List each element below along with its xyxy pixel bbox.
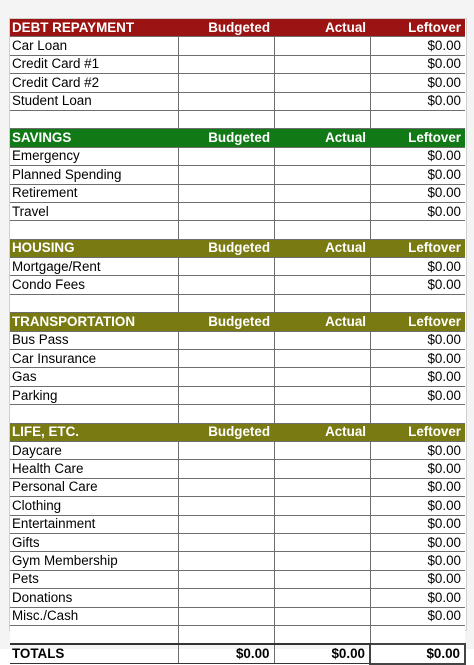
leftover-cell[interactable]: $0.00 xyxy=(370,570,465,588)
spacer-cell[interactable] xyxy=(370,294,465,312)
spacer-row xyxy=(10,625,465,644)
table-row xyxy=(10,552,465,570)
row-label[interactable]: Mortgage/Rent xyxy=(10,258,178,276)
budgeted-cell[interactable] xyxy=(178,55,274,73)
spacer-cell[interactable] xyxy=(178,625,274,644)
actual-cell[interactable] xyxy=(274,570,370,588)
leftover-cell[interactable]: $0.00 xyxy=(370,533,465,551)
row-label[interactable]: Health Care xyxy=(10,460,178,478)
actual-cell[interactable] xyxy=(274,589,370,607)
total-leftover[interactable]: $0.00 xyxy=(370,644,465,663)
table-row xyxy=(10,276,465,294)
budgeted-cell[interactable] xyxy=(178,552,274,570)
actual-cell[interactable] xyxy=(274,607,370,625)
table-row xyxy=(10,147,465,165)
leftover-cell[interactable]: $0.00 xyxy=(370,552,465,570)
leftover-cell[interactable]: $0.00 xyxy=(370,55,465,73)
actual-cell[interactable] xyxy=(274,202,370,220)
row-label[interactable]: Car Loan xyxy=(10,37,178,55)
leftover-cell[interactable]: $0.00 xyxy=(370,478,465,496)
budgeted-cell[interactable] xyxy=(178,497,274,515)
spacer-cell[interactable] xyxy=(274,221,370,239)
table-row xyxy=(10,166,465,184)
actual-cell[interactable] xyxy=(274,258,370,276)
table-row xyxy=(10,497,465,515)
col-header-leftover: Leftover xyxy=(370,239,465,257)
table-row xyxy=(10,515,465,533)
actual-cell[interactable] xyxy=(274,37,370,55)
col-header-budgeted: Budgeted xyxy=(178,313,274,331)
budgeted-cell[interactable] xyxy=(178,570,274,588)
row-label[interactable]: Personal Care xyxy=(10,478,178,496)
actual-cell[interactable] xyxy=(274,478,370,496)
col-header-budgeted: Budgeted xyxy=(178,423,274,441)
actual-cell[interactable] xyxy=(274,350,370,368)
spacer-cell[interactable] xyxy=(274,405,370,423)
col-header-actual: Actual xyxy=(274,239,370,257)
table-row xyxy=(10,55,465,73)
spacer-cell[interactable] xyxy=(274,294,370,312)
budgeted-cell[interactable] xyxy=(178,589,274,607)
table-row xyxy=(10,589,465,607)
leftover-cell[interactable]: $0.00 xyxy=(370,258,465,276)
section-header-life xyxy=(10,423,465,441)
row-label[interactable]: Clothing xyxy=(10,497,178,515)
leftover-cell[interactable]: $0.00 xyxy=(370,184,465,202)
leftover-cell[interactable]: $0.00 xyxy=(370,276,465,294)
actual-cell[interactable] xyxy=(274,460,370,478)
total-budgeted[interactable]: $0.00 xyxy=(178,644,274,663)
col-header-actual: Actual xyxy=(274,19,370,37)
row-label[interactable]: Entertainment xyxy=(10,515,178,533)
leftover-cell[interactable]: $0.00 xyxy=(370,202,465,220)
spacer-row xyxy=(10,110,465,128)
leftover-cell[interactable]: $0.00 xyxy=(370,147,465,165)
row-label[interactable]: Credit Card #1 xyxy=(10,55,178,73)
budgeted-cell[interactable] xyxy=(178,37,274,55)
budgeted-cell[interactable] xyxy=(178,515,274,533)
col-header-budgeted: Budgeted xyxy=(178,19,274,37)
col-header-actual: Actual xyxy=(274,423,370,441)
spacer-row xyxy=(10,294,465,312)
actual-cell[interactable] xyxy=(274,515,370,533)
spacer-cell[interactable] xyxy=(370,625,465,644)
row-label[interactable]: Car Insurance xyxy=(10,350,178,368)
row-label[interactable]: Gifts xyxy=(10,533,178,551)
section-title: DEBT REPAYMENT xyxy=(10,19,178,37)
table-row xyxy=(10,368,465,386)
actual-cell[interactable] xyxy=(274,92,370,110)
spacer-cell[interactable] xyxy=(178,221,274,239)
actual-cell[interactable] xyxy=(274,368,370,386)
spacer-row xyxy=(10,221,465,239)
row-label[interactable]: Gas xyxy=(10,368,178,386)
section-header-transportation xyxy=(10,313,465,331)
table-row xyxy=(10,607,465,625)
actual-cell[interactable] xyxy=(274,552,370,570)
spacer-cell[interactable] xyxy=(10,110,178,128)
table-row xyxy=(10,478,465,496)
spacer-cell[interactable] xyxy=(10,221,178,239)
budgeted-cell[interactable] xyxy=(178,386,274,404)
row-label[interactable]: Bus Pass xyxy=(10,331,178,349)
table-row xyxy=(10,258,465,276)
row-label[interactable]: Retirement xyxy=(10,184,178,202)
actual-cell[interactable] xyxy=(274,55,370,73)
budgeted-cell[interactable] xyxy=(178,92,274,110)
leftover-cell[interactable]: $0.00 xyxy=(370,589,465,607)
spacer-cell[interactable] xyxy=(178,405,274,423)
table-row xyxy=(10,331,465,349)
leftover-cell[interactable]: $0.00 xyxy=(370,515,465,533)
budgeted-cell[interactable] xyxy=(178,276,274,294)
table-row xyxy=(10,570,465,588)
actual-cell[interactable] xyxy=(274,533,370,551)
row-label[interactable]: Travel xyxy=(10,202,178,220)
section-header-savings xyxy=(10,129,465,147)
row-label[interactable]: Gym Membership xyxy=(10,552,178,570)
budgeted-cell[interactable] xyxy=(178,350,274,368)
leftover-cell[interactable]: $0.00 xyxy=(370,37,465,55)
spacer-cell[interactable] xyxy=(370,110,465,128)
table-row xyxy=(10,533,465,551)
leftover-cell[interactable]: $0.00 xyxy=(370,166,465,184)
actual-cell[interactable] xyxy=(274,74,370,92)
budgeted-cell[interactable] xyxy=(178,74,274,92)
table-row xyxy=(10,184,465,202)
leftover-cell[interactable]: $0.00 xyxy=(370,607,465,625)
budgeted-cell[interactable] xyxy=(178,368,274,386)
budget-table xyxy=(10,19,466,665)
row-label[interactable]: Daycare xyxy=(10,441,178,459)
table-row xyxy=(10,350,465,368)
table-row xyxy=(10,37,465,55)
row-label[interactable]: Condo Fees xyxy=(10,276,178,294)
spacer-cell[interactable] xyxy=(10,294,178,312)
actual-cell[interactable] xyxy=(274,497,370,515)
spacer-cell[interactable] xyxy=(274,625,370,644)
actual-cell[interactable] xyxy=(274,147,370,165)
section-title: HOUSING xyxy=(10,239,178,257)
table-row xyxy=(10,386,465,404)
total-actual[interactable]: $0.00 xyxy=(274,644,370,663)
leftover-cell[interactable]: $0.00 xyxy=(370,460,465,478)
row-label[interactable]: Credit Card #2 xyxy=(10,74,178,92)
col-header-budgeted: Budgeted xyxy=(178,129,274,147)
leftover-cell[interactable]: $0.00 xyxy=(370,386,465,404)
actual-cell[interactable] xyxy=(274,331,370,349)
leftover-cell[interactable]: $0.00 xyxy=(370,497,465,515)
budgeted-cell[interactable] xyxy=(178,478,274,496)
spacer-cell[interactable] xyxy=(274,110,370,128)
section-title: LIFE, ETC. xyxy=(10,423,178,441)
spacer-cell[interactable] xyxy=(178,110,274,128)
spacer-cell[interactable] xyxy=(370,221,465,239)
actual-cell[interactable] xyxy=(274,386,370,404)
spacer-cell[interactable] xyxy=(10,625,178,644)
section-title: SAVINGS xyxy=(10,129,178,147)
row-label[interactable]: Donations xyxy=(10,589,178,607)
budgeted-cell[interactable] xyxy=(178,147,274,165)
row-label[interactable]: Emergency xyxy=(10,147,178,165)
row-label[interactable]: Student Loan xyxy=(10,92,178,110)
budgeted-cell[interactable] xyxy=(178,607,274,625)
budgeted-cell[interactable] xyxy=(178,258,274,276)
leftover-cell[interactable]: $0.00 xyxy=(370,74,465,92)
row-label[interactable]: Pets xyxy=(10,570,178,588)
leftover-cell[interactable]: $0.00 xyxy=(370,350,465,368)
col-header-actual: Actual xyxy=(274,129,370,147)
actual-cell[interactable] xyxy=(274,166,370,184)
table-row xyxy=(10,74,465,92)
actual-cell[interactable] xyxy=(274,276,370,294)
row-label[interactable]: Planned Spending xyxy=(10,166,178,184)
leftover-cell[interactable]: $0.00 xyxy=(370,441,465,459)
section-header-housing xyxy=(10,239,465,257)
leftover-cell[interactable]: $0.00 xyxy=(370,368,465,386)
actual-cell[interactable] xyxy=(274,184,370,202)
budgeted-cell[interactable] xyxy=(178,331,274,349)
col-header-leftover: Leftover xyxy=(370,129,465,147)
row-label[interactable]: Misc./Cash xyxy=(10,607,178,625)
spacer-row xyxy=(10,405,465,423)
spacer-cell[interactable] xyxy=(178,294,274,312)
totals-row xyxy=(10,644,465,663)
table-row xyxy=(10,92,465,110)
actual-cell[interactable] xyxy=(274,441,370,459)
budgeted-cell[interactable] xyxy=(178,533,274,551)
spacer-cell[interactable] xyxy=(10,405,178,423)
budgeted-cell[interactable] xyxy=(178,441,274,459)
col-header-leftover: Leftover xyxy=(370,313,465,331)
table-row xyxy=(10,202,465,220)
table-row xyxy=(10,460,465,478)
budgeted-cell[interactable] xyxy=(178,460,274,478)
spacer-cell[interactable] xyxy=(370,405,465,423)
section-header-debt xyxy=(10,19,465,37)
col-header-leftover: Leftover xyxy=(370,19,465,37)
budget-table-frame xyxy=(9,18,467,662)
budgeted-cell[interactable] xyxy=(178,202,274,220)
col-header-budgeted: Budgeted xyxy=(178,239,274,257)
col-header-actual: Actual xyxy=(274,313,370,331)
totals-label[interactable]: TOTALS xyxy=(10,644,178,663)
col-header-leftover: Leftover xyxy=(370,423,465,441)
row-label[interactable]: Parking xyxy=(10,386,178,404)
budgeted-cell[interactable] xyxy=(178,184,274,202)
section-title: TRANSPORTATION xyxy=(10,313,178,331)
budgeted-cell[interactable] xyxy=(178,166,274,184)
table-row xyxy=(10,441,465,459)
leftover-cell[interactable]: $0.00 xyxy=(370,331,465,349)
leftover-cell[interactable]: $0.00 xyxy=(370,92,465,110)
